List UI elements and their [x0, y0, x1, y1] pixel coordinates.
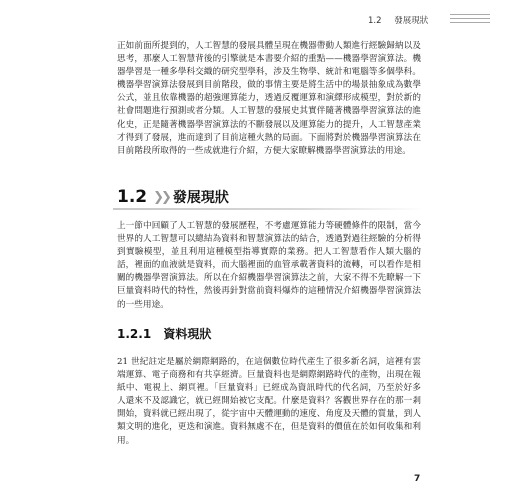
running-header-title: 發展現狀 — [394, 16, 429, 26]
double-chevron-icon: ❯❯ — [153, 189, 169, 205]
running-header — [368, 14, 428, 26]
data-status-paragraph: 21 世紀註定是屬於網際網路的，在這個數位時代產生了很多新名詞，這裡有雲端運算、電子商務和有共享經濟。巨量資料也是網際網路時代的產物，出現在報紙中、電視上、網頁裡。「巨量資料」已經成為資訊時代的代名詞，乃至於好多人還來不及認識它，就已經開始被它支配。什麼是資料？客觀世界存在的那一剎開始，資料就已經出現了，從宇宙中天體運動的速度、角度及天體的質量，到人類文明的進化，更迭和演進。資料無處不在，但是資料的價值在於如何收集和利用。 — [117, 357, 421, 446]
section-heading — [117, 186, 229, 208]
subsection-heading — [117, 325, 211, 342]
status-paragraph: 上一節中回顧了人工智慧的發展歷程，不考慮運算能力等硬體條件的限制，當今世界的人工智慧可以總結為資料和智慧演算法的結合，透過對過往經驗的分析得到實驗模型，並且利用這種模型指導實際的業務。把人工智慧看作人類大腦的話，裡面的血液就是資料，而大腦裡面的血管承載著資料的流轉，可以看作是相關的機器學習演算法。所以在介紹機器學習演算法之前，大家不得不先瞭解一下巨量資料時代的特性，然後再針對當前資料爆炸的這種情況介紹機器學習演算法的一些用途。 — [117, 221, 421, 310]
subsection-number: 1.2.1 — [117, 327, 152, 341]
section-number: 1.2 — [117, 187, 148, 207]
intro-paragraph: 正如前面所提到的，人工智慧的發展具體呈現在機器帶動人類進行經驗歸納以及思考，那麼人工智慧背後的引擎就是本書要介紹的重點——機器學習演算法。機器學習是一種多學科交織的研究型學科，涉及生物學、統計和電腦等多個學科。機器學習演算法發展到目前階段，做的事情主要是將生活中的場景抽象成為數學公式，並且依靠機器的超強運算能力，透過反覆運算和演繹形成模型，對於新的社會問題進行預測或者分類。人工智慧的發展史其實伴隨著機器學習演算法的進化史，正是隨著機器學習演算法的不斷發展以及運算能力的提升，人工智慧產業才得到了發展，進而達到了目前這種火熱的局面。下面將對於機器學習演算法在目前階段所取得的一些成就進行介紹，方便大家瞭解機器學習演算法的用途。 — [117, 41, 421, 156]
running-header-number: 1.2 — [368, 16, 382, 26]
section-underline — [113, 208, 425, 210]
page-number: 7 — [414, 474, 421, 484]
header-decoration-lines — [450, 14, 490, 28]
subsection-title: 資料現狀 — [163, 327, 212, 341]
section-title: 發展現狀 — [172, 190, 229, 206]
